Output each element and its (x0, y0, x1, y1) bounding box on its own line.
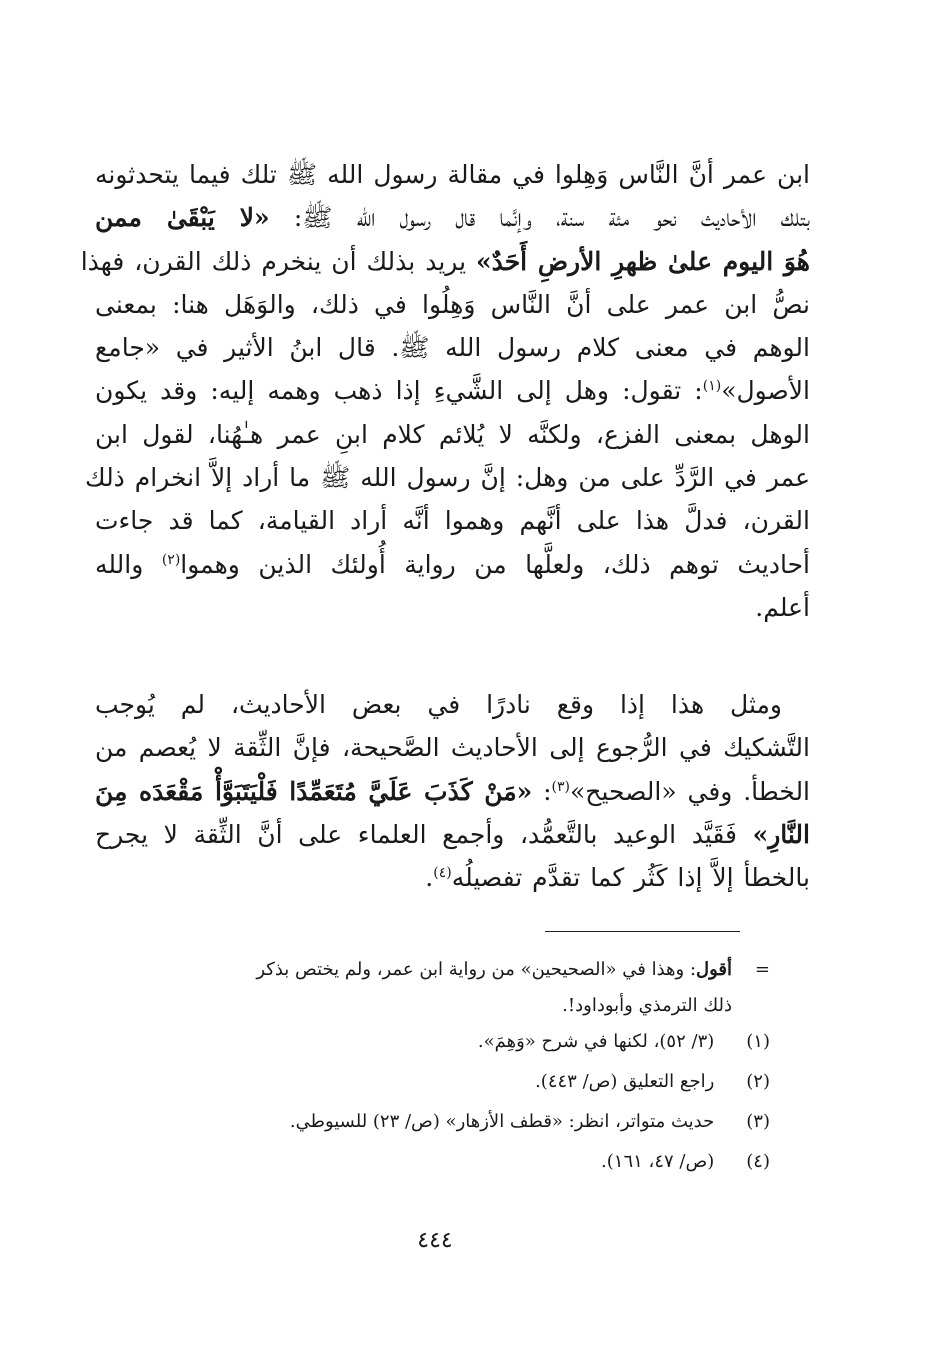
text-line (95, 196, 810, 239)
text-span: : تقول: وهل إلى الشَّيءِ إذا ذهب وهمه إليه: وقد يكون (95, 376, 703, 406)
footnote-ref[interactable]: (٣) (551, 778, 571, 795)
text-line: ابن عمر أنَّ النَّاس وَهِلوا في مقالة رسول الله ﷺ تلك فيما يتحدثونه (95, 160, 810, 189)
text-span: فَقَيَّد الوعيد بالتَّعمُّد، وأجمع العلماء على أنَّ الثِّقة لا يجرح (95, 819, 753, 849)
footnote-ref[interactable]: (٤) (433, 865, 452, 882)
footnote-number: (١) (746, 1031, 770, 1052)
footnote-ref[interactable]: (١) (702, 378, 722, 395)
paragraph-1 (80, 153, 811, 629)
footnote-ref[interactable]: (٢) (161, 551, 181, 568)
text-line: القرن، فدلَّ هذا على أنَّهم وهموا أنَّه أراد القيامة، كما قد جاءت (95, 506, 810, 536)
text-line: نصُّ ابن عمر على أنَّ النَّاس وَهِلُوا في ذلك، والوَهَل هنا: بمعنى (95, 289, 810, 319)
text-span: . (425, 863, 434, 893)
footnote-item (110, 1104, 770, 1140)
text-line: الوهم في معنى كلام رسول الله ﷺ. قال ابنُ الأثير في «جامع (95, 333, 810, 363)
footnote-number: (٢) (746, 1071, 770, 1092)
text-line: التَّشكيك في الرُّجوع إلى الأحاديث الصَّحيحة، فإنَّ الثِّقة لا يُعصم من (95, 733, 810, 763)
footnote-item (110, 1144, 770, 1180)
text-line (95, 856, 810, 899)
text-line (95, 683, 810, 726)
text-span: : (532, 776, 552, 806)
text-line (80, 240, 810, 283)
footnote-continuation (110, 952, 770, 988)
hadith-quote: «مَنْ كَذَبَ عَلَيَّ مُتَعَمِّدًا فَلْيَتَبَوَّأْ مَقْعَدَه مِنَ (95, 776, 533, 806)
footnote-text: (٣/ ٥٢)، لكنها في شرح «وَهِمَ». (477, 1031, 715, 1052)
footnote-continuation: ذلك الترمذي وأبوداود!. (562, 995, 732, 1016)
note-keyword: أقول (696, 959, 732, 980)
footnote-text: حديث متواتر، انظر: «قطف الأزهار» (ص/ ٢٣) للسيوطي. (289, 1111, 715, 1132)
paragraph-2 (95, 683, 810, 899)
text-line: أعلم. (755, 592, 810, 622)
text-span: الأصول» (721, 376, 810, 406)
text-line (95, 369, 810, 412)
text-span: ومثل هذا إذا وقع نادرًا في بعض الأحاديث، لم يُوجب (95, 690, 782, 719)
text-line (95, 543, 810, 586)
text-span: : وهذا في «الصحيحين» من رواية ابن عمر، ولم يختص بذكر (256, 959, 697, 980)
continuation-marker: = (754, 959, 770, 980)
footnote-number: (٣) (746, 1111, 770, 1132)
text-span: بتلك الأحاديث نحو مئة سنة، وإنَّما قال رسول الله ﷺ: (269, 203, 811, 233)
text-span: أحاديث توهم ذلك، ولعلَّها من رواية أُولئك الذين وهموا (180, 549, 810, 579)
text-span: والله (95, 549, 162, 579)
text-line (95, 770, 810, 813)
hadith-quote: هُوَ اليوم علىٰ ظهرِ الأرضِ أَحَدٌ» (475, 246, 810, 276)
text-line: عمر في الرَّدِّ على من وهل: إنَّ رسول الله ﷺ ما أراد إلاَّ انخرام ذلك (85, 463, 810, 493)
footnotes (110, 952, 770, 1172)
hadith-quote: النَّارِ» (752, 819, 810, 849)
text-line (95, 813, 810, 856)
hadith-quote: «لا يَبْقَىٰ ممن (95, 203, 270, 233)
text-span: بالخطأ إلاَّ إذا كَثُر كما تقدَّم تفصيلُه (451, 863, 810, 893)
text-line: الوهل بمعنى الفزع، ولكنَّه لا يُلائم كلام ابنِ عمر هـٰهُنا، لقول ابن (95, 419, 810, 449)
footnote-text: (ص/ ٤٧، ١٦١). (601, 1151, 715, 1172)
text-span: الخطأ. وفي «الصحيح» (570, 776, 811, 806)
footnote-number: (٤) (746, 1151, 770, 1172)
page-number: ٤٤٤ (417, 1228, 453, 1253)
footnote-item (110, 1064, 770, 1100)
footnote-separator (545, 931, 740, 932)
text-span: يريد بذلك أن ينخرم ذلك القرن، فهذا (80, 246, 476, 276)
footnote-text: راجع التعليق (ص/ ٤٤٣). (535, 1071, 715, 1092)
footnote-item (110, 1024, 770, 1060)
